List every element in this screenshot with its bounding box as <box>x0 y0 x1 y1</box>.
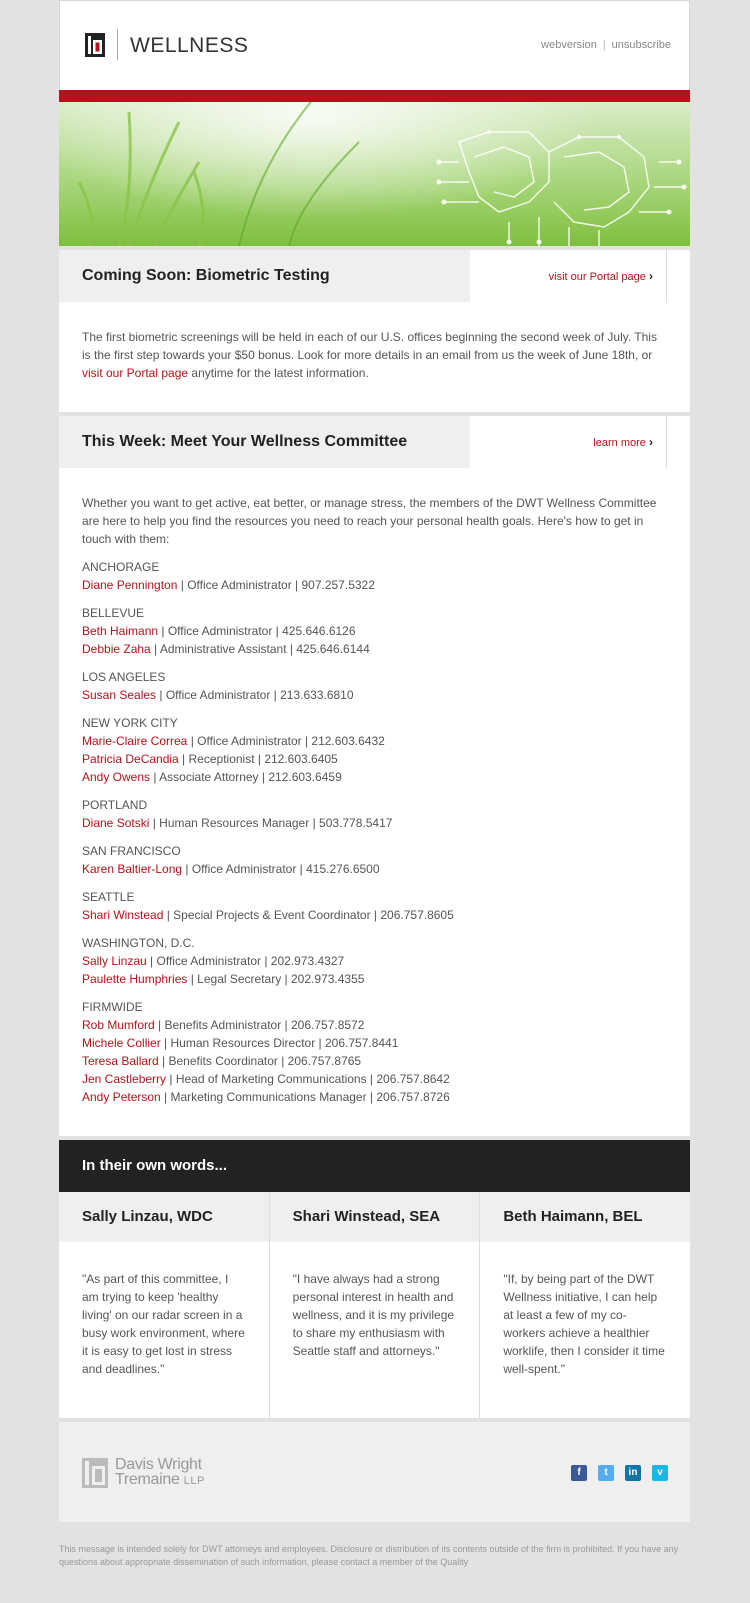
member-name-link[interactable]: Marie-Claire Correa <box>82 734 188 748</box>
quote-text: "I have always had a strong personal interest in health and wellness, and it is my privilege to share my enthusiasm with Seattle staff and attorneys." <box>292 1272 455 1358</box>
unsubscribe-link[interactable]: unsubscribe <box>611 39 671 51</box>
member-name-link[interactable]: Shari Winstead <box>82 908 164 922</box>
red-accent-bar <box>59 90 690 102</box>
section-title-committee: This Week: Meet Your Wellness Committee <box>82 433 408 450</box>
grass-circuit-illustration <box>59 102 690 246</box>
legal-disclaimer: This message is intended solely for DWT attorneys and employees. Disclosure or distribution of its contents outside of the firm is prohibited. If you have any questions about appropriate dissemination of such information, please contact a member of the Quality <box>59 1544 679 1567</box>
member-name-link[interactable]: Karen Baltier-Long <box>82 862 183 876</box>
member-name-link[interactable]: Debbie Zaha <box>82 642 151 656</box>
committee-member-row <box>82 1052 667 1070</box>
member-detail: | Office Administrator | 213.633.6810 <box>156 688 354 702</box>
city-name: LOS ANGELES <box>82 670 166 684</box>
member-name-link[interactable]: Rob Mumford <box>82 1018 155 1032</box>
member-name-link[interactable]: Patricia DeCandia <box>82 752 179 766</box>
member-detail: | Head of Marketing Communications | 206.757.8642 <box>166 1072 450 1086</box>
firm-name <box>115 1457 205 1489</box>
firm-name-line1: Davis Wright <box>115 1456 202 1473</box>
committee-member-row <box>82 952 667 970</box>
member-name-link[interactable]: Diane Pennington <box>82 578 178 592</box>
member-name-link[interactable]: Jen Castleberry <box>82 1072 167 1086</box>
city-name: SEATTLE <box>82 890 135 904</box>
linkedin-icon[interactable]: in <box>625 1465 641 1481</box>
city-name: NEW YORK CITY <box>82 716 178 730</box>
member-detail: | Receptionist | 212.603.6405 <box>178 752 338 766</box>
biometric-paragraph <box>82 328 667 382</box>
quote-author: Sally Linzau, WDC <box>59 1192 269 1242</box>
committee-member-row <box>82 814 667 832</box>
newsletter-title: WELLNESS <box>130 34 249 57</box>
member-name-link[interactable]: Michele Collier <box>82 1036 161 1050</box>
member-detail: | Benefits Coordinator | 206.757.8765 <box>158 1054 362 1068</box>
header-divider <box>666 250 667 302</box>
quotes-title: In their own words... <box>82 1157 228 1174</box>
member-detail: | Legal Secretary | 202.973.4355 <box>187 972 365 986</box>
twitter-icon[interactable]: t <box>598 1465 614 1481</box>
inline-portal-link[interactable]: visit our Portal page <box>82 366 189 380</box>
section-body-committee <box>59 468 690 1136</box>
member-name-link[interactable]: Andy Peterson <box>82 1090 161 1104</box>
member-name-link[interactable]: Beth Haimann <box>82 624 159 638</box>
committee-member-row <box>82 732 667 750</box>
city-group <box>82 998 667 1106</box>
dwt-logo-icon <box>85 33 105 57</box>
committee-member-row <box>82 640 667 658</box>
committee-member-row <box>82 1016 667 1034</box>
member-detail: | Office Administrator | 202.973.4327 <box>146 954 345 968</box>
committee-member-row <box>82 1088 667 1106</box>
member-detail: | Office Administrator | 415.276.6500 <box>182 862 380 876</box>
member-name-link[interactable]: Andy Owens <box>82 770 151 784</box>
header-divider <box>666 416 667 468</box>
committee-member-row <box>82 1034 667 1052</box>
logo-divider <box>117 29 118 60</box>
member-name-link[interactable]: Diane Sotski <box>82 816 150 830</box>
city-group <box>82 558 667 594</box>
portal-page-link[interactable] <box>549 271 652 283</box>
quote-text: "If, by being part of the DWT Wellness initiative, I can help at least a few of my co-workers achieve a healthier worklife, then I consider it time well-spent." <box>503 1272 665 1376</box>
quote-column <box>270 1192 481 1418</box>
facebook-icon[interactable]: f <box>571 1465 587 1481</box>
quote-text: "As part of this committee, I am trying to keep 'healthy living' on our radar screen in a busy work environment, where it is easy to get lost in stress and deadlines." <box>82 1272 245 1376</box>
top-links: webversion | unsubscribe <box>541 39 671 51</box>
portal-link-label: visit our Portal page <box>548 271 646 283</box>
committee-member-row <box>82 768 667 786</box>
member-detail: | Office Administrator | 907.257.5322 <box>177 578 375 592</box>
member-detail: | Associate Attorney | 212.603.6459 <box>150 770 342 784</box>
city-name: FIRMWIDE <box>82 1000 143 1014</box>
committee-member-row <box>82 906 667 924</box>
committee-member-row <box>82 622 667 640</box>
chevron-right-icon: › <box>649 269 653 283</box>
firm-suffix: LLP <box>183 1475 205 1487</box>
section-body-biometric <box>59 302 690 412</box>
city-group <box>82 796 667 832</box>
learn-more-label: learn more <box>593 437 646 449</box>
committee-member-row <box>82 1070 667 1088</box>
chevron-right-icon: › <box>649 435 653 449</box>
member-detail: | Administrative Assistant | 425.646.6144 <box>150 642 370 656</box>
email-footer <box>59 1422 690 1522</box>
quotes-header <box>59 1140 690 1192</box>
quotes-row <box>59 1192 690 1418</box>
quote-column <box>59 1192 270 1418</box>
city-name: ANCHORAGE <box>82 560 160 574</box>
member-detail: | Human Resources Manager | 503.778.5417 <box>149 816 393 830</box>
quote-column <box>480 1192 690 1418</box>
member-name-link[interactable]: Paulette Humphries <box>82 972 188 986</box>
member-name-link[interactable]: Teresa Ballard <box>82 1054 159 1068</box>
quote-author: Shari Winstead, SEA <box>270 1192 480 1242</box>
body-text: The first biometric screenings will be held in each of our U.S. offices beginning the second week of July. This is the first step towards your $50 bonus. Look for more details in an email from us the week of June 18th, or <box>82 330 657 362</box>
hero-banner-image <box>59 102 690 246</box>
city-group <box>82 842 667 878</box>
city-group <box>82 934 667 988</box>
dwt-footer-logo-icon <box>82 1458 108 1488</box>
member-detail: | Human Resources Director | 206.757.8441 <box>160 1036 399 1050</box>
section-title-biometric: Coming Soon: Biometric Testing <box>82 267 330 284</box>
committee-member-row <box>82 970 667 988</box>
section-header-biometric <box>59 250 690 302</box>
member-detail: | Office Administrator | 425.646.6126 <box>158 624 356 638</box>
section-header-committee <box>59 416 690 468</box>
member-detail: | Special Projects & Event Coordinator | 206.757.8605 <box>163 908 454 922</box>
quote-author: Beth Haimann, BEL <box>480 1192 690 1242</box>
committee-member-row <box>82 576 667 594</box>
member-detail: | Office Administrator | 212.603.6432 <box>187 734 385 748</box>
committee-member-row <box>82 860 667 878</box>
city-name: PORTLAND <box>82 798 148 812</box>
city-group <box>82 668 667 704</box>
city-name: BELLEVUE <box>82 606 145 620</box>
email-container <box>59 0 690 1569</box>
city-group <box>82 604 667 658</box>
learn-more-link[interactable] <box>593 437 652 449</box>
webversion-link[interactable]: webversion <box>541 39 597 51</box>
city-name: SAN FRANCISCO <box>82 844 181 858</box>
body-text: anytime for the latest information. <box>188 366 369 380</box>
committee-member-row <box>82 750 667 768</box>
email-header <box>59 0 690 90</box>
vimeo-icon[interactable]: v <box>652 1465 668 1481</box>
social-links <box>571 1465 668 1481</box>
committee-member-row <box>82 686 667 704</box>
city-group <box>82 714 667 786</box>
city-name: WASHINGTON, D.C. <box>82 936 195 950</box>
member-detail: | Marketing Communications Manager | 206.757.8726 <box>160 1090 450 1104</box>
firm-name-line2: Tremaine <box>115 1471 180 1488</box>
member-name-link[interactable]: Susan Seales <box>82 688 157 702</box>
member-name-link[interactable]: Sally Linzau <box>82 954 147 968</box>
city-group <box>82 888 667 924</box>
committee-intro: Whether you want to get active, eat better, or manage stress, the members of the DWT Wellness Committee are here to help you find the resources you need to reach your personal health goals. Here's how to get in touch with them: <box>82 496 657 546</box>
member-detail: | Benefits Administrator | 206.757.8572 <box>154 1018 365 1032</box>
